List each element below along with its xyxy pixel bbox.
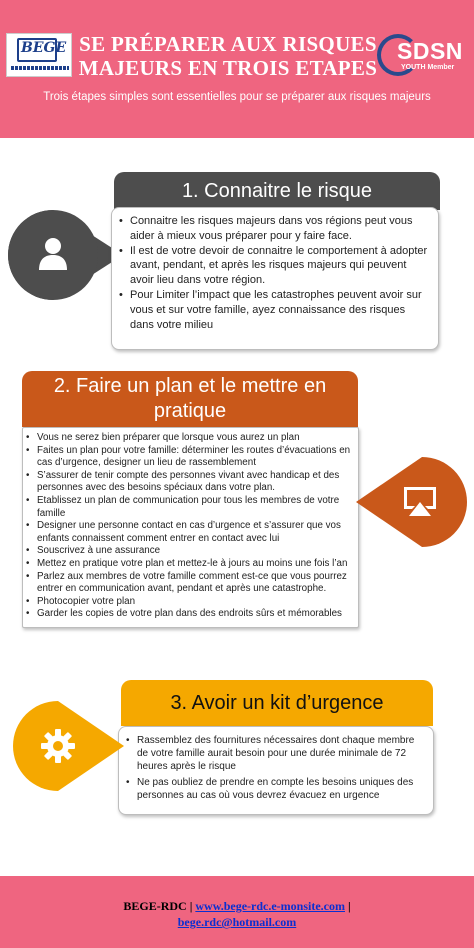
email-link[interactable]: bege.rdc@hotmail.com <box>177 915 297 929</box>
person-icon <box>37 236 69 270</box>
section-1-title: 1. Connaitre le risque <box>114 172 440 210</box>
footer-separator: | <box>347 899 351 913</box>
list-item: • Il est de votre devoir de connaitre le comportement à adopter avant, pendant, et après les risques majeurs qui peuvent avoir lieu dans votre région. <box>118 244 430 288</box>
list-item: • Etablissez un plan de communication pour tous les membres de votre famille <box>25 495 354 520</box>
section-2-list <box>22 427 359 628</box>
section-3-list <box>118 726 434 815</box>
sdsn-logo-sub: YOUTH Member <box>401 64 455 71</box>
list-item: • Pour Limiter l’impact que les catastrophes peuvent avoir sur vous et sur votre famille, ayez connaissance des risques dans votre milieu <box>118 288 430 332</box>
section-2-title: 2. Faire un plan et le mettre en pratique <box>22 371 358 427</box>
list-item: • Parlez aux membres de votre famille comment est-ce que vous pourrez entrer en communication avant, pendant et après une catastrophe. <box>25 571 354 596</box>
airplay-icon <box>401 485 439 519</box>
gear-icon <box>40 728 76 764</box>
footer-separator: | <box>189 899 193 913</box>
website-link[interactable]: www.bege-rdc.e-monsite.com <box>195 899 345 913</box>
footer-banner <box>0 876 474 948</box>
footer-org: BEGE-RDC <box>123 899 187 913</box>
list-item: • Vous ne serez bien préparer que lorsque vous aurez un plan <box>25 432 354 445</box>
sdsn-logo-word: SDSN <box>397 38 463 64</box>
list-item: • Rassemblez des fournitures nécessaires dont chaque membre de votre famille aurait besoin pour une durée minimale de 72 heures après le risque <box>125 734 425 774</box>
header-banner <box>0 0 474 138</box>
list-item: • Garder les copies de votre plan dans des endroits sûrs et mémorables <box>25 608 354 621</box>
section-3-title: 3. Avoir un kit d’urgence <box>121 680 433 726</box>
footer-line-2 <box>0 915 474 930</box>
bege-logo <box>6 33 72 77</box>
page-subtitle: Trois étapes simples sont essentielles pour se préparer aux risques majeurs <box>43 91 431 103</box>
section-1-list <box>111 207 439 350</box>
list-item: • Designer une personne contact en cas d’urgence et s’assurer que vos enfants connaissent comment entrer en contact avec lui <box>25 520 354 545</box>
page-title: SE PRÉPARER AUX RISQUES MAJEURS EN TROIS ETAPES <box>78 32 378 80</box>
list-item: • Souscrivez à une assurance <box>25 545 354 558</box>
bege-logo-strap <box>11 66 69 70</box>
sdsn-logo <box>377 34 471 76</box>
list-item: • S’assurer de tenir compte des personnes vivant avec handicap et des personnes avec des besoins spéciaux dans votre plan. <box>25 470 354 495</box>
list-item: • Faites un plan pour votre famille: déterminer les routes d’évacuations en cas d’urgence, designer un lieu de rassemblement <box>25 445 354 470</box>
list-item: • Ne pas oubliez de prendre en compte les besoins uniques des personnes au cas où vous devrez évacuez en urgence <box>125 776 425 802</box>
list-item: • Connaitre les risques majeurs dans vos régions peut vous aider à mieux vous préparer pour y faire face. <box>118 214 430 244</box>
list-item: • Photocopier votre plan <box>25 596 354 609</box>
bege-logo-text: BEGE <box>21 40 67 56</box>
list-item: • Mettez en pratique votre plan et mettez-le à jours au moins une fois l’an <box>25 558 354 571</box>
footer-line-1 <box>0 899 474 914</box>
